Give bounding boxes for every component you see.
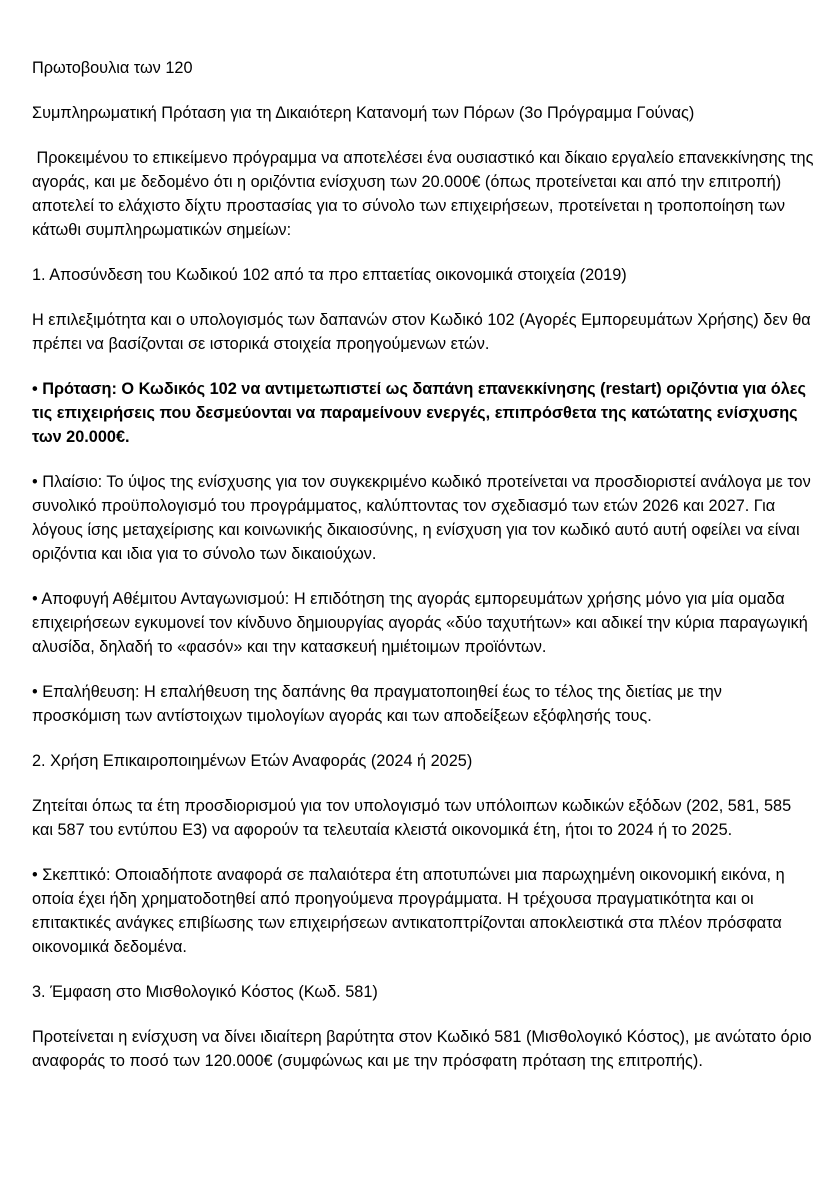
- document-subtitle: Συμπληρωματική Πρόταση για τη Δικαιότερη Κατανομή των Πόρων (3ο Πρόγραμμα Γούνας): [32, 104, 695, 122]
- document-title: Πρωτοβουλια των 120: [32, 59, 193, 77]
- section-1-competition: • Αποφυγή Αθέμιτου Ανταγωνισμού: Η επιδότηση της αγοράς εμπορευμάτων χρήσης μόνο για μία ομαδα επιχειρήσεων εγκυμονεί τον κίνδυνο δημιουργίας αγοράς «δύο ταχυτήτων» και αδικεί την κύρια παραγωγική αλυσίδα, δηλαδή το «φασόν» και την κατασκευή ημιέτοιμων προϊόντων.: [32, 590, 808, 656]
- section-2-paragraph: Ζητείται όπως τα έτη προσδιορισμού για τον υπολογισμό των υπόλοιπων κωδικών εξόδων (202, 581, 585 και 587 του εντύπου Ε3) να αφορούν τα τελευταία κλειστά οικονομικά έτη, ήτοι το 2024 ή το 2025.: [32, 797, 792, 839]
- section-3-paragraph: Προτείνεται η ενίσχυση να δίνει ιδιαίτερη βαρύτητα στον Κωδικό 581 (Μισθολογικό Κόστος), με ανώτατο όριο αναφοράς το ποσό των 120.000€ (συμφώνως και με την πρόσφατη πρόταση της επιτροπής).: [32, 1028, 812, 1070]
- section-1-framework: • Πλαίσιο: Το ύψος της ενίσχυσης για τον συγκεκριμένο κωδικό προτείνεται να προσδιοριστεί ανάλογα με τον συνολικό προϋπολογισμό του προγράμματος, καλύπτοντας τον σχεδιασμό των ετών 2026 και 2027. Για λόγους ίσης μεταχείρισης και κοινωνικής δικαιοσύνης, η ενίσχυση για τον κωδικό αυτό αυτή οφείλει να είναι οριζόντια και ιδια για το σύνολο των δικαιούχων.: [32, 473, 811, 563]
- section-3-heading: 3. Έμφαση στο Μισθολογικό Κόστος (Κωδ. 581): [32, 983, 378, 1001]
- section-1-verification: • Επαλήθευση: Η επαλήθευση της δαπάνης θα πραγματοποιηθεί έως το τέλος της διετίας με την προσκόμιση των αντίστοιχων τιμολογίων αγοράς και των αποδείξεων εξόφλησής τους.: [32, 683, 722, 725]
- section-2-rationale: • Σκεπτικό: Οποιαδήποτε αναφορά σε παλαιότερα έτη αποτυπώνει μια παρωχημένη οικονομική εικόνα, η οποία έχει ήδη χρηματοδοτηθεί από προηγούμενα προγράμματα. Η τρέχουσα πραγματικότητα και οι επιτακτικές ανάγκες επιβίωσης των επιχειρήσεων αντικατοπτρίζονται αποκλειστικά στα πλέον πρόσφατα οικονομικά δεδομένα.: [32, 866, 785, 956]
- section-1-proposal: • Πρόταση: Ο Κωδικός 102 να αντιμετωπιστεί ως δαπάνη επανεκκίνησης (restart) οριζόντια για όλες τις επιχειρήσεις που δεσμεύονται να παραμείνουν ενεργές, επιπρόσθετα της κατώτατης ενίσχυσης των 20.000€.: [32, 380, 806, 446]
- intro-paragraph: Προκειμένου το επικείμενο πρόγραμμα να αποτελέσει ένα ουσιαστικό και δίκαιο εργαλείο επανεκκίνησης της αγοράς, και με δεδομένο ότι η οριζόντια ενίσχυση των 20.000€ (όπως προτείνεται και από την επιτροπή) αποτελεί το ελάχιστο δίχτυ προστασίας για το σύνολο των επιχειρήσεων, προτείνεται η τροποποίηση των κάτωθι συμπληρωματικών σημείων:: [32, 149, 818, 239]
- section-2-heading: 2. Χρήση Επικαιροποιημένων Ετών Αναφοράς (2024 ή 2025): [32, 752, 473, 770]
- section-1-paragraph: Η επιλεξιμότητα και ο υπολογισμός των δαπανών στον Κωδικό 102 (Αγορές Εμπορευμάτων Χρήσης) δεν θα πρέπει να βασίζονται σε ιστορικά στοιχεία προηγούμενων ετών.: [32, 311, 811, 353]
- section-1-heading: 1. Αποσύνδεση του Κωδικού 102 από τα προ επταετίας οικονομικά στοιχεία (2019): [32, 266, 627, 284]
